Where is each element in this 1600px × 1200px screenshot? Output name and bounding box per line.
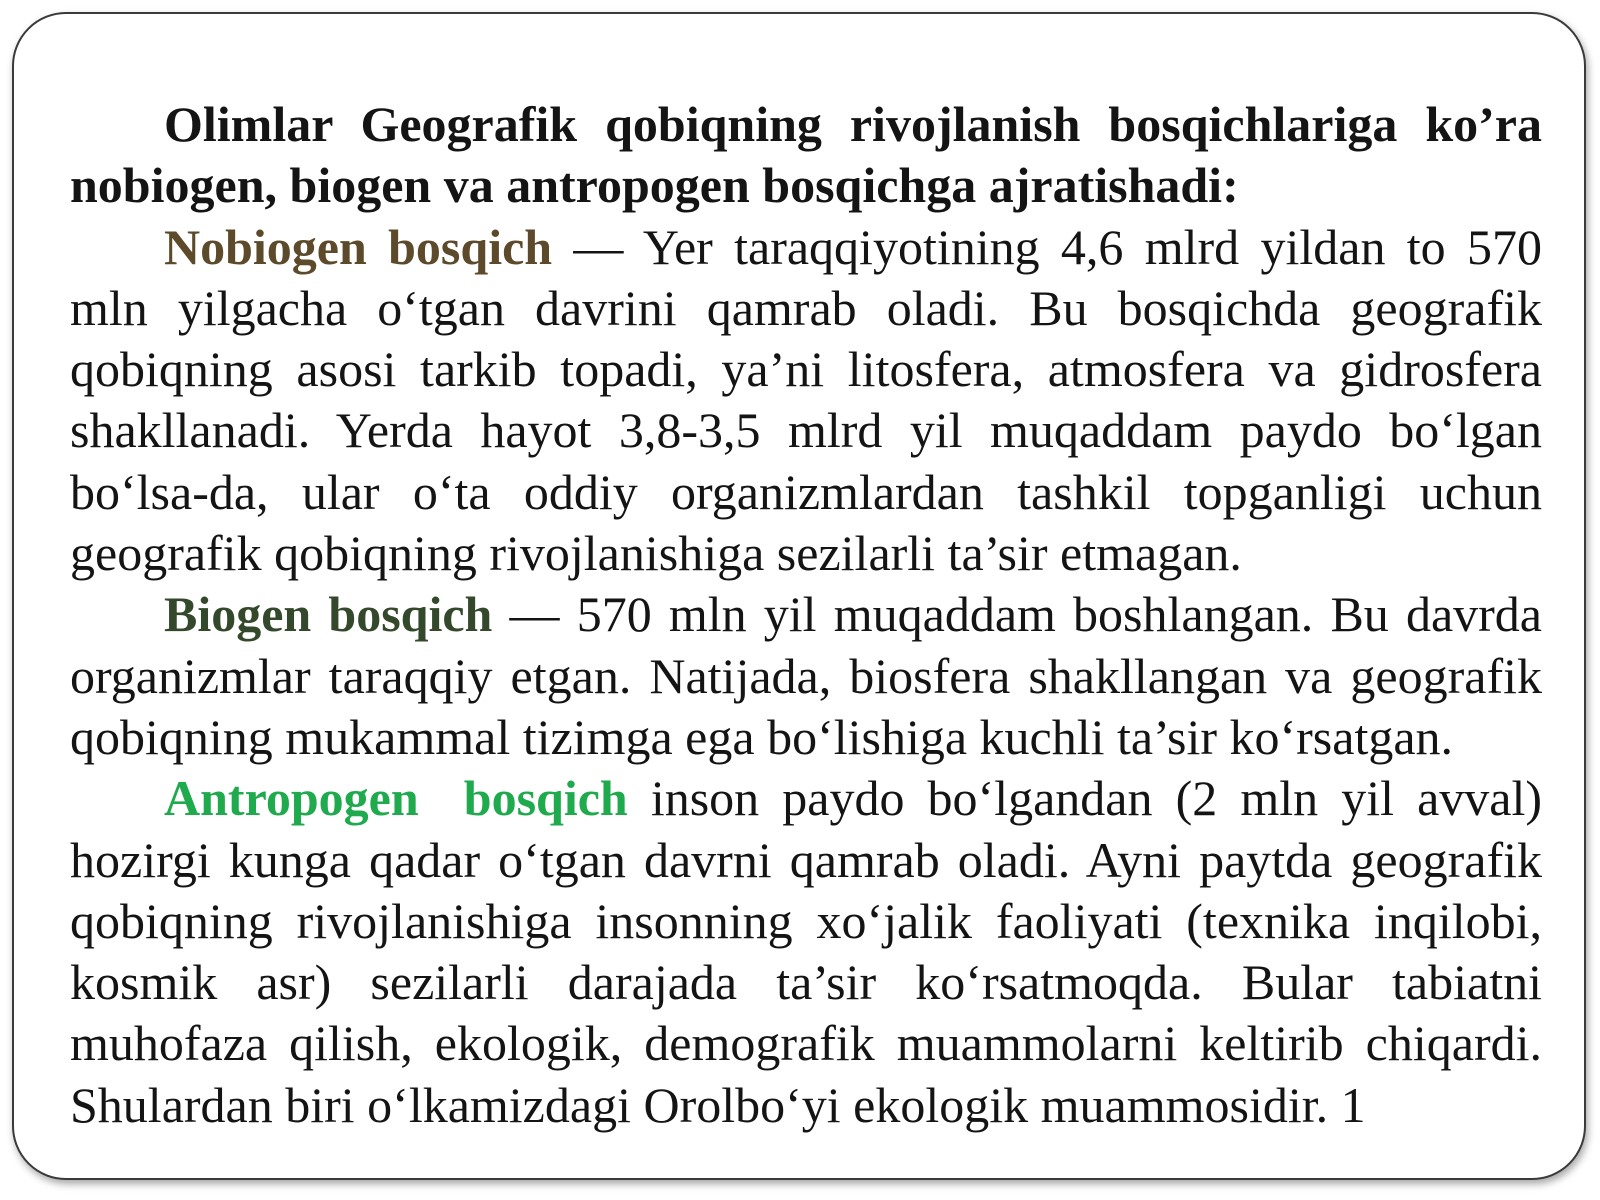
antropogen-term: Antropogen bosqich (164, 770, 628, 827)
text-body (70, 94, 1542, 1136)
slide-frame (12, 12, 1586, 1180)
nobiogen-paragraph (70, 217, 1542, 585)
nobiogen-term: Nobiogen bosqich (164, 218, 553, 275)
biogen-term: Biogen bosqich (164, 586, 493, 643)
intro-paragraph: Olimlar Geografik qobiqning rivojlanish bosqichlariga ko’ra nobiogen, biogen va antropogen bosqichga ajratishadi: (70, 96, 1542, 214)
nobiogen-description: — Yer taraqqiyotining 4,6 mlrd yildan to 570 mln yilgacha o‘tgan davrini qamrab oladi. Bu bosqichda geografik qobiqning asosi tarkib topadi, ya’ni litosfera, atmosfera va gidrosfera shakllanadi. Yerda hayot 3,8-3,5 mlrd yil muqaddam paydo bo‘lgan bo‘lsa-da, ular o‘ta oddiy organizmlardan tashkil topganligi uchun geografik qobiqning rivojlanishiga sezilarli ta’sir etmagan. (70, 218, 1542, 582)
antropogen-description: inson paydo bo‘lgandan (2 mln yil avval) hozirgi kunga qadar o‘tgan davrni qamrab oladi. Ayni paytda geografik qobiqning rivojlanishiga insonning xo‘jalik faoliyati (texnika inqilobi, kosmik asr) sezilarli darajada ta’sir ko‘rsatmoqda. Bular tabiatni muhofaza qilish, ekologik, demografik muammolarni keltirib chiqardi. Shulardan biri o‘lkamizdagi Orolbo‘yi ekologik muammosidir. 1 (70, 770, 1542, 1133)
biogen-paragraph (70, 584, 1542, 768)
biogen-description: — 570 mln yil muqaddam boshlangan. Bu davrda organizmlar taraqqiy etgan. Natijada, biosfera shakllangan va geografik qobiqning mukammal tizimga ega bo‘lishiga kuchli ta’sir ko‘rsatgan. (70, 586, 1542, 765)
antropogen-paragraph (70, 768, 1542, 1136)
